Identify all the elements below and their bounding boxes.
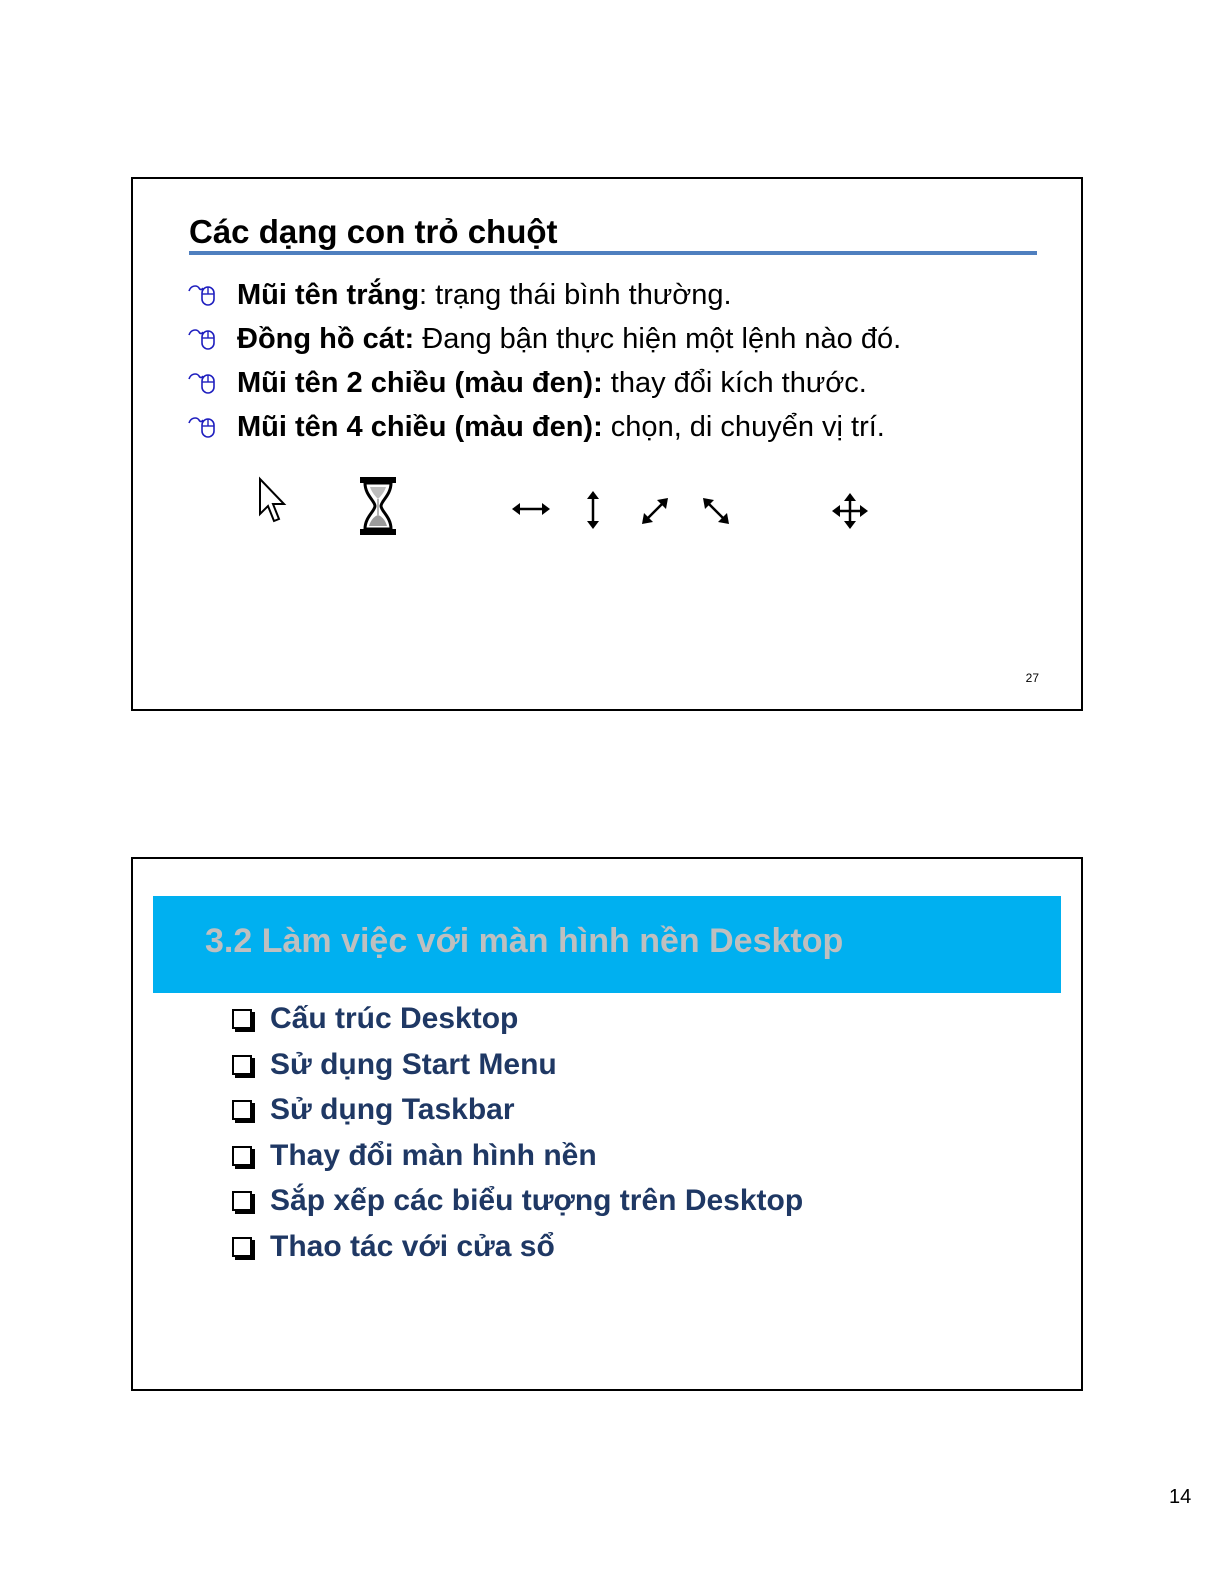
list-item <box>188 273 901 317</box>
checkbox-bullet-icon <box>232 1237 252 1257</box>
checkbox-bullet-icon <box>232 1100 252 1120</box>
title-banner <box>153 896 1061 993</box>
checkbox-bullet-icon <box>232 1055 252 1075</box>
desktop-topics-list <box>230 996 803 1270</box>
item-description: Đang bận thực hiện một lệnh nào đó. <box>414 323 902 355</box>
checkbox-bullet-icon <box>232 1009 252 1029</box>
slide-title: 3.2 Làm việc với màn hình nền Desktop <box>205 922 844 960</box>
list-item <box>230 996 803 1042</box>
list-item <box>230 1133 803 1179</box>
item-label: Sử dụng Taskbar <box>270 1093 515 1127</box>
move-four-way-icon <box>831 492 869 530</box>
item-label: Thay đổi màn hình nền <box>270 1138 597 1172</box>
list-item <box>188 361 901 405</box>
mouse-bullet-icon <box>188 415 218 439</box>
list-item <box>230 1087 803 1133</box>
list-item <box>230 1042 803 1088</box>
item-term: Mũi tên 2 chiều (màu đen): <box>237 367 603 399</box>
resize-diagonal-ne-icon <box>640 496 670 526</box>
arrow-pointer-icon <box>257 476 289 528</box>
resize-vertical-icon <box>584 490 602 530</box>
page-number: 14 <box>1169 1486 1192 1508</box>
item-term: Đồng hồ cát: <box>237 323 415 355</box>
mouse-bullet-icon <box>188 283 218 307</box>
item-label: Cấu trúc Desktop <box>270 1002 519 1035</box>
mouse-bullet-icon <box>188 371 218 395</box>
item-label: Thao tác với cửa sổ <box>270 1229 555 1263</box>
item-description: thay đổi kích thước. <box>602 367 867 399</box>
checkbox-bullet-icon <box>232 1191 252 1211</box>
pointer-types-list <box>188 273 901 449</box>
mouse-bullet-icon <box>188 327 218 351</box>
slide-desktop <box>131 857 1083 1391</box>
slide-title: Các dạng con trỏ chuột <box>189 213 558 250</box>
hourglass-icon <box>358 475 398 537</box>
item-label: Sắp xếp các biểu tượng trên Desktop <box>270 1184 804 1218</box>
item-term: Mũi tên 4 chiều (màu đen): <box>237 411 603 443</box>
resize-diagonal-nw-icon <box>701 496 731 526</box>
item-description: chọn, di chuyển vị trí. <box>602 411 885 443</box>
list-item <box>188 405 901 449</box>
item-description: : trạng thái bình thường. <box>419 279 732 311</box>
checkbox-bullet-icon <box>232 1146 252 1166</box>
item-term: Mũi tên trắng <box>237 279 420 311</box>
list-item <box>230 1178 803 1224</box>
slide-number: 27 <box>1025 671 1039 685</box>
slide-mouse-pointers <box>131 177 1083 711</box>
list-item <box>230 1224 803 1270</box>
item-label: Sử dụng Start Menu <box>270 1047 557 1081</box>
list-item <box>188 317 901 361</box>
title-underline <box>189 251 1037 255</box>
resize-horizontal-icon <box>511 500 551 518</box>
